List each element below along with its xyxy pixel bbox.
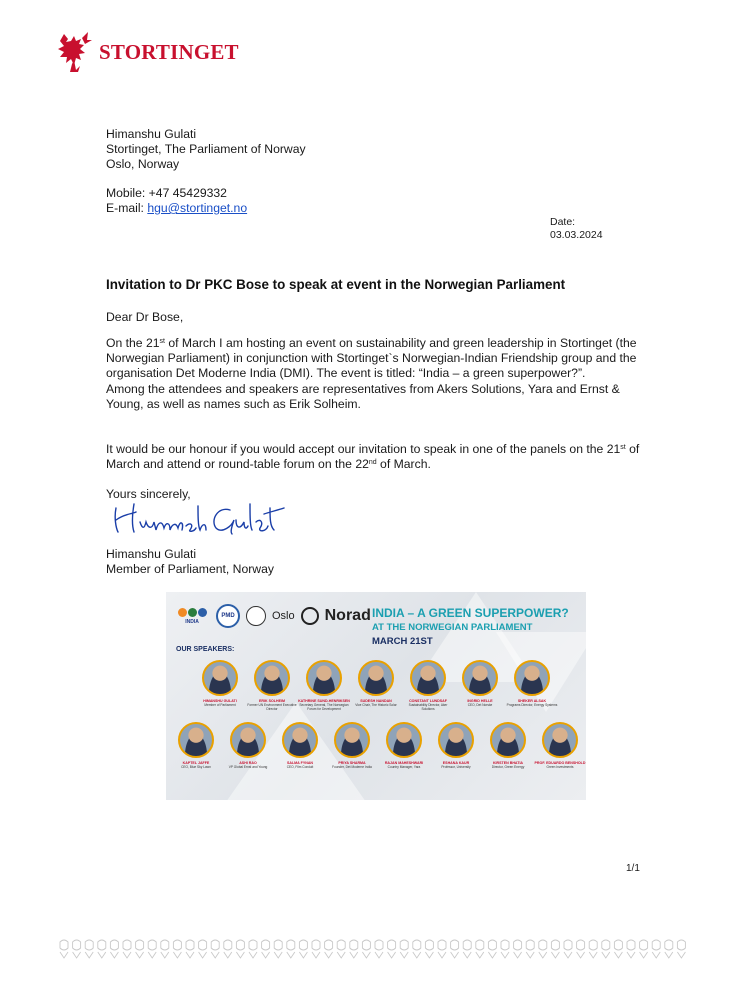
speaker-photo xyxy=(178,722,214,758)
speaker-role: Secretary General, The Norwegian Forum for Development xyxy=(299,703,349,711)
speaker-photo xyxy=(514,660,550,696)
speaker-name: ASHI RAO xyxy=(239,761,257,765)
speakers-label: OUR SPEAKERS: xyxy=(176,646,235,653)
speaker-photo xyxy=(386,722,422,758)
paragraph-3: It would be our honour if you would accept our invitation to speak in one of the panels on the 21st of March and attend or round-table forum on the 22nd of March. xyxy=(106,442,640,471)
speaker-card xyxy=(170,722,222,769)
speaker-name: CONSTANT LUNDSAF xyxy=(409,699,447,703)
email-line xyxy=(106,201,247,216)
banner-title-line-1: INDIA – A GREEN SUPERPOWER? xyxy=(372,606,569,620)
speaker-role: Vice Chair, The Historic Solar xyxy=(355,703,397,707)
speaker-card xyxy=(326,722,378,769)
oslo-logo-text: Oslo xyxy=(272,610,295,622)
speaker-role: Member of Parliament xyxy=(204,703,236,707)
speaker-name: PROF. EDUARDO BENSHOLD xyxy=(534,761,586,765)
handwritten-signature xyxy=(110,500,290,538)
speaker-photo xyxy=(282,722,318,758)
speaker-name: SALMA FYNAN xyxy=(286,761,314,765)
speaker-photo xyxy=(306,660,342,696)
stortinget-logo xyxy=(54,30,239,74)
paragraph-2: Among the attendees and speakers are representatives from Akers Solutions, Yara and Ernst & Young, as well as names such as Erik Solheim. xyxy=(106,382,620,411)
sender-city: Oslo, Norway xyxy=(106,157,180,171)
speaker-photo xyxy=(334,722,370,758)
speaker-card xyxy=(506,660,558,711)
speaker-role: Director, Green Energy xyxy=(491,765,525,769)
speaker-role: Country Manager, Yara xyxy=(387,765,421,769)
banner-date: MARCH 21ST xyxy=(372,636,433,647)
india-logo: INDIA xyxy=(174,608,210,625)
speaker-name: RAJAN MAHESHWARI xyxy=(384,761,424,765)
pmd-logo: PMD xyxy=(216,604,240,628)
partner-logos xyxy=(174,604,371,628)
sender-address xyxy=(106,127,306,172)
speaker-role: VP Global Ernst and Young xyxy=(228,765,268,769)
speaker-name: KIRSTEN BHATIA xyxy=(492,761,524,765)
speaker-card xyxy=(402,660,454,711)
page-number: 1/1 xyxy=(626,863,640,874)
date-block xyxy=(550,216,603,242)
speaker-name: KATHRINE SUND-HENRIKSEN xyxy=(298,699,350,703)
stortinget-wordmark: STORTINGET xyxy=(99,39,239,64)
speaker-card xyxy=(534,722,586,769)
email-label: E-mail: xyxy=(106,201,148,215)
speaker-card xyxy=(274,722,326,769)
speaker-card xyxy=(350,660,402,711)
email-link[interactable]: hgu@stortinget.no xyxy=(147,201,248,215)
speaker-photo xyxy=(542,722,578,758)
speaker-name: KAPTEL JAFFE xyxy=(182,761,210,765)
speaker-role: CEO, Blue Sky Lawn xyxy=(181,765,211,769)
banner-title xyxy=(372,606,569,647)
speakers-row-2 xyxy=(170,722,586,769)
event-banner xyxy=(166,592,586,800)
speaker-photo xyxy=(438,722,474,758)
norad-seal-icon xyxy=(301,607,319,625)
norad-logo-text: Norad xyxy=(324,607,371,624)
speaker-photo xyxy=(202,660,238,696)
speaker-card xyxy=(482,722,534,769)
speaker-photo xyxy=(230,722,266,758)
speaker-role: Former UN Environment Executive Director xyxy=(247,703,297,711)
paragraph-1: On the 21st of March I am hosting an event on sustainability and green leadership in Stortinget (the Norwegian Parliament) in conjunction with Stortinget`s Norwegian-Indian Friendship group and the organisation Det Moderne India (DMI). The event is titled: “India – a green superpower?”. xyxy=(106,336,637,380)
banner-title-line-2: AT THE NORWEGIAN PARLIAMENT xyxy=(372,622,533,633)
footer-ornament xyxy=(58,938,692,962)
speaker-role: Green Investments xyxy=(546,765,574,769)
speaker-card xyxy=(298,660,350,711)
signoff-title: Member of Parliament, Norway xyxy=(106,562,274,576)
closing: Yours sincerely, xyxy=(106,487,191,501)
speaker-photo xyxy=(410,660,446,696)
norwegian-lion-icon xyxy=(54,30,94,74)
mobile-number: Mobile: +47 45429332 xyxy=(106,186,227,200)
oslo-seal-icon xyxy=(246,606,266,626)
speaker-name: INGRID HELLE xyxy=(467,699,493,703)
signoff xyxy=(106,547,274,577)
speaker-card xyxy=(246,660,298,711)
speaker-card xyxy=(222,722,274,769)
letter-subject: Invitation to Dr PKC Bose to speak at event in the Norwegian Parliament xyxy=(106,277,566,292)
date-label: Date: xyxy=(550,216,576,228)
speaker-role: CEO, Film Conduit xyxy=(286,765,314,769)
speaker-name: ERIK SOLHEIM xyxy=(259,699,285,703)
sender-org: Stortinget, The Parliament of Norway xyxy=(106,142,306,156)
speaker-photo xyxy=(358,660,394,696)
speaker-card xyxy=(430,722,482,769)
contact-info xyxy=(106,186,247,216)
sender-name: Himanshu Gulati xyxy=(106,127,197,141)
speakers-row-1 xyxy=(194,660,558,711)
speaker-card xyxy=(454,660,506,711)
speaker-photo xyxy=(462,660,498,696)
speaker-name: PRIYA SHARMA xyxy=(338,761,366,765)
speaker-card xyxy=(194,660,246,711)
speaker-name: ESHANA KAUR xyxy=(442,761,470,765)
speaker-card xyxy=(378,722,430,769)
speaker-role: Programs Director, Energy Systems xyxy=(506,703,558,707)
speaker-photo xyxy=(490,722,526,758)
speaker-role: Sustainability Director, Aker Solutions xyxy=(408,703,448,711)
speaker-name: HIMANSHU GULATI xyxy=(203,699,237,703)
speaker-role: Professor, University xyxy=(441,765,471,769)
speaker-photo xyxy=(254,660,290,696)
date-value: 03.03.2024 xyxy=(550,229,603,241)
speaker-name: SUDESH NANDAN xyxy=(360,699,392,703)
speaker-name: SHEKER ALSAK xyxy=(517,699,547,703)
speaker-role: Founder, Det Moderne India xyxy=(332,765,372,769)
speaker-role: CEO, Det Norske xyxy=(467,703,493,707)
salutation: Dear Dr Bose, xyxy=(106,310,184,324)
signoff-name: Himanshu Gulati xyxy=(106,547,197,561)
